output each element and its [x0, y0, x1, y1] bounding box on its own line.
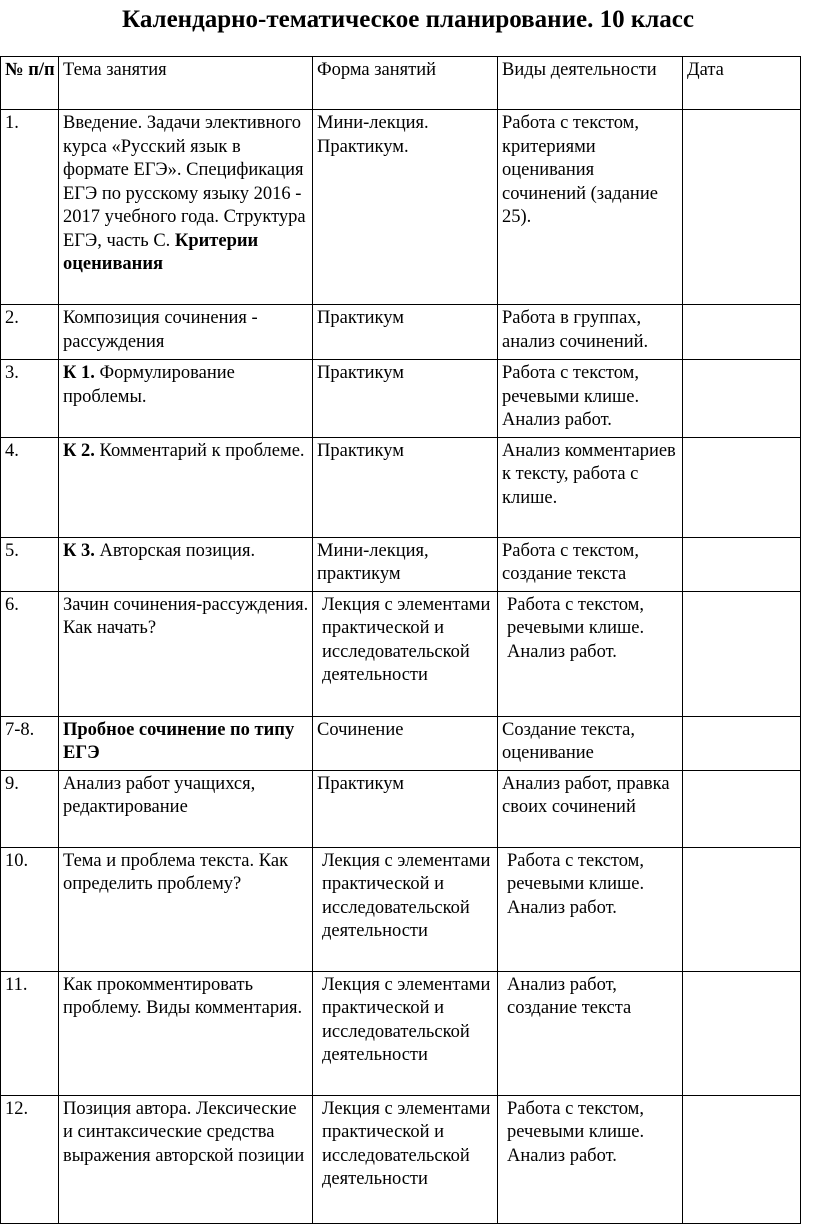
row-date: [683, 537, 801, 591]
row-form: Практикум: [313, 437, 498, 537]
row-activities: Анализ работ, создание текста: [498, 971, 683, 1095]
row-form: Лекция с элементами практической и исследовательской деятельности: [313, 847, 498, 971]
row-num: 6.: [1, 591, 59, 716]
row-activities: Работа с текстом, речевыми клише. Анализ работ.: [498, 1095, 683, 1223]
header-date: Дата: [683, 57, 801, 110]
row-activities: Работа с текстом, речевыми клише. Анализ работ.: [498, 591, 683, 716]
row-form: Практикум: [313, 770, 498, 847]
topic-prefix: К 2.: [63, 440, 95, 461]
row-form: Мини-лекция, практикум: [313, 537, 498, 591]
row-num: 1.: [1, 110, 59, 305]
row-topic: Композиция сочинения - рассуждения: [59, 305, 313, 360]
table-header-row: [1, 57, 801, 110]
row-date: [683, 437, 801, 537]
table-row: [1, 971, 801, 1095]
row-date: [683, 716, 801, 770]
topic-prefix: К 3.: [63, 540, 95, 561]
row-form: Лекция с элементами практической и исследовательской деятельности: [313, 591, 498, 716]
table-row: [1, 360, 801, 438]
row-topic: Как прокомментировать проблему. Виды комментария.: [59, 971, 313, 1095]
row-num: 3.: [1, 360, 59, 438]
row-form: Сочинение: [313, 716, 498, 770]
table-row: [1, 591, 801, 716]
row-date: [683, 591, 801, 716]
row-num: 7-8.: [1, 716, 59, 770]
row-form: Практикум: [313, 360, 498, 438]
row-date: [683, 847, 801, 971]
row-topic: [59, 437, 313, 537]
row-topic: Позиция автора. Лексические и синтаксические средства выражения авторской позиции: [59, 1095, 313, 1223]
table-row: [1, 110, 801, 305]
topic-text: Комментарий к проблеме.: [94, 440, 305, 461]
topic-text: Авторская позиция.: [94, 540, 256, 561]
row-num: 10.: [1, 847, 59, 971]
topic-text: Введение. Задачи элективного курса «Русский язык в формате ЕГЭ». Спецификация ЕГЭ по русскому языку 2016 - 2017 учебного года. Структура ЕГЭ, часть С.: [63, 113, 306, 251]
row-activities: Работа с текстом, критериями оценивания сочинений (задание 25).: [498, 110, 683, 305]
row-date: [683, 305, 801, 360]
header-topic: Тема занятия: [59, 57, 313, 110]
row-activities: Работа в группах, анализ сочинений.: [498, 305, 683, 360]
row-topic: [59, 360, 313, 438]
row-num: 2.: [1, 305, 59, 360]
header-activities: Виды деятельности: [498, 57, 683, 110]
table-row: [1, 1095, 801, 1223]
row-activities: Анализ комментариев к тексту, работа с клише.: [498, 437, 683, 537]
row-activities: Работа с текстом, создание текста: [498, 537, 683, 591]
table-row: [1, 847, 801, 971]
planning-table: [0, 56, 801, 1224]
table-row: [1, 305, 801, 360]
row-topic: [59, 537, 313, 591]
row-date: [683, 1095, 801, 1223]
row-activities: Анализ работ, правка своих сочинений: [498, 770, 683, 847]
page-title: Календарно-тематическое планирование. 10 класс: [122, 6, 694, 33]
row-form: Лекция с элементами практической и исследовательской деятельности: [313, 971, 498, 1095]
row-date: [683, 971, 801, 1095]
row-num: 4.: [1, 437, 59, 537]
table-row: [1, 716, 801, 770]
row-topic: Зачин сочинения-рассуждения. Как начать?: [59, 591, 313, 716]
row-topic: Тема и проблема текста. Как определить проблему?: [59, 847, 313, 971]
row-date: [683, 360, 801, 438]
topic-text: Формулирование проблемы.: [63, 363, 235, 407]
row-date: [683, 770, 801, 847]
row-num: 5.: [1, 537, 59, 591]
row-topic: [59, 716, 313, 770]
row-form: Мини-лекция. Практикум.: [313, 110, 498, 305]
table-row: [1, 770, 801, 847]
row-activities: Создание текста, оценивание: [498, 716, 683, 770]
row-form: Практикум: [313, 305, 498, 360]
row-topic: [59, 110, 313, 305]
row-num: 9.: [1, 770, 59, 847]
row-topic: Анализ работ учащихся, редактирование: [59, 770, 313, 847]
row-activities: Работа с текстом, речевыми клише. Анализ работ.: [498, 360, 683, 438]
table-row: [1, 437, 801, 537]
row-num: 11.: [1, 971, 59, 1095]
row-activities: Работа с текстом, речевыми клише. Анализ работ.: [498, 847, 683, 971]
topic-bold-text: Пробное сочинение по типу ЕГЭ: [63, 719, 295, 763]
table-row: [1, 537, 801, 591]
topic-prefix: К 1.: [63, 363, 95, 383]
header-form: Форма занятий: [313, 57, 498, 110]
row-form: Лекция с элементами практической и исследовательской деятельности: [313, 1095, 498, 1223]
row-num: 12.: [1, 1095, 59, 1223]
topic-bold-text: Критерии оценивания: [63, 230, 259, 274]
row-date: [683, 110, 801, 305]
header-num: № п/п: [1, 57, 59, 110]
